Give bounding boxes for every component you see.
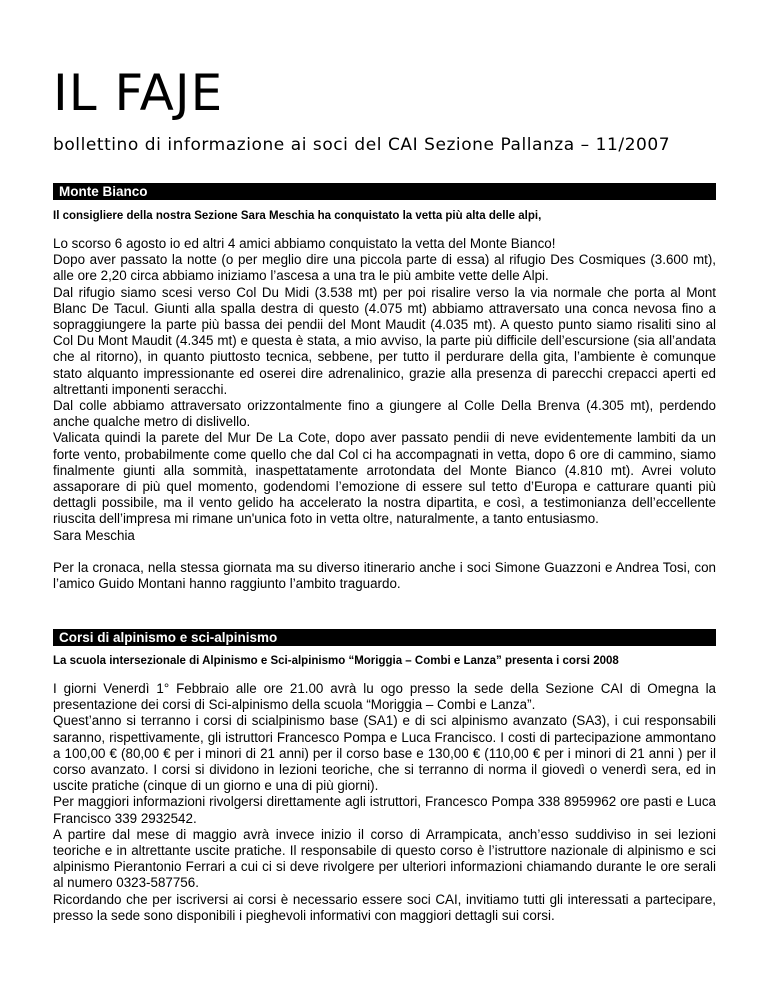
body-paragraph: Lo scorso 6 agosto io ed altri 4 amici abbiamo conquistato la vetta del Monte Bianco! xyxy=(53,236,556,251)
section-body-monte-bianco xyxy=(53,236,716,592)
body-paragraph: Per la cronaca, nella stessa giornata ma su diverso itinerario anche i soci Simone Guazzoni e Andrea Tosi, con l’amico Guido Montani hanno raggiunto l’ambito traguardo. xyxy=(53,559,716,592)
body-paragraph: Valicata quindi la parete del Mur De La Cote, dopo aver passato pendii di neve evidentemente lambiti da un forte vento, probabilmente come quello che dal Col ci ha accompagnati in vetta, dopo 6 ore di cammino, siamo finalmente giunti alla sommità, inaspettatamente arrotondata del Monte Bianco (4.810 mt). Avrei voluto assaporare di più quel momento, godendomi l’emozione di essere sul tetto d’Europa e catturare quanti più dettagli possibile, ma il vento gelido ha accelerato la nostra dipartita, e così, a testimonianza dell’eccellente riuscita dell’impresa mi rimane un'unica foto in vetta oltre, naturalmente, a tanto entusiasmo. xyxy=(53,430,716,527)
section-body-corsi xyxy=(53,681,716,924)
section-heading-corsi: Corsi di alpinismo e sci-alpinismo xyxy=(53,629,716,646)
section-lead-corsi: La scuola intersezionale di Alpinismo e Sci-alpinismo “Moriggia – Combi e Lanza” presenta i corsi 2008 xyxy=(53,655,619,667)
body-paragraph: Ricordando che per iscriversi ai corsi è necessario essere soci CAI, invitiamo tutti gli interessati a partecipare, presso la sede sono disponibili i pieghevoli informativi con maggiori dettagli sui corsi. xyxy=(53,891,716,923)
body-paragraph: A partire dal mese di maggio avrà invece inizio il corso di Arrampicata, anch’esso suddiviso in sei lezioni teoriche e in altrettante uscite pratiche. Il responsabile di questo corso è l’istruttore nazionale di alpinismo e sci alpinismo Pierantonio Ferrari a cui ci si deve rivolgere per ulteriori informazioni chiamando durante le ore serali al numero 0323-587756. xyxy=(53,826,716,891)
body-paragraph: Dal rifugio siamo scesi verso Col Du Midi (3.538 mt) per poi risalire verso la via normale che porta al Mont Blanc De Tacul. Giunti alla spalla destra di questo (4.075 mt) abbiamo attraversato una conca nevosa fino a sopraggiungere la parte più bassa dei pendii del Mont Maudit (4.035 mt). A questo punto siamo risaliti sino al Col Du Mont Maudit (4.345 mt) e questa è stata, a mio avviso, la parte più difficile dell’escursione (sia all’andata che al ritorno), in quanto piuttosto tecnica, sebbene, per tutto il perdurare della gita, l’ambiente è comunque stato alquanto impressionante ed oserei dire adrenalinico, grazie alla presenza di parecchi crepacci aperti ed altrettanti imponenti seracchi. xyxy=(53,284,716,397)
signature: Sara Meschia xyxy=(53,527,135,543)
body-paragraph: Quest’anno si terranno i corsi di scialpinismo base (SA1) e di sci alpinismo avanzato (SA3), i cui responsabili saranno, rispettivamente, gli istruttori Francesco Pompa e Luca Francisco. I costi di partecipazione ammontano a 100,00 € (80,00 € per i minori di 21 anni) per il corso base e 130,00 € (110,00 € per i minori di 21 anni ) per il corso avanzato. I corsi si dividono in lezioni teoriche, che si terranno di norma il giovedì o venerdì sera, ed in uscite pratiche (cinque di un giorno e una di più giorni). xyxy=(53,713,716,794)
section-heading-monte-bianco: Monte Bianco xyxy=(53,183,716,200)
section-lead-monte-bianco: Il consigliere della nostra Sezione Sara Meschia ha conquistato la vetta più alta delle alpi, xyxy=(53,210,542,222)
body-paragraph: Per maggiori informazioni rivolgersi direttamente agli istruttori, Francesco Pompa 338 8959962 ore pasti e Luca Francisco 339 2932542. xyxy=(53,794,716,826)
newsletter-subtitle: bollettino di informazione ai soci del CAI Sezione Pallanza – 11/2007 xyxy=(53,135,671,155)
body-paragraph: I giorni Venerdì 1° Febbraio alle ore 21.00 avrà lu ogo presso la sede della Sezione CAI di Omegna la presentazione dei corsi di Sci-alpinismo della scuola “Moriggia – Combi e Lanza”. xyxy=(53,681,716,713)
newsletter-title: IL FAJE xyxy=(53,64,224,122)
body-paragraph: Dopo aver passato la notte (o per meglio dire una piccola parte di essa) al rifugio Des Cosmiques (3.600 mt), alle ore 2,20 circa abbiamo iniziamo l’ascesa a una tra le più ambite vette delle Alpi. xyxy=(53,252,716,284)
body-paragraph: Dal colle abbiamo attraversato orizzontalmente fino a giungere al Colle Della Brenva (4.305 mt), perdendo anche qualche metro di dislivello. xyxy=(53,398,716,430)
